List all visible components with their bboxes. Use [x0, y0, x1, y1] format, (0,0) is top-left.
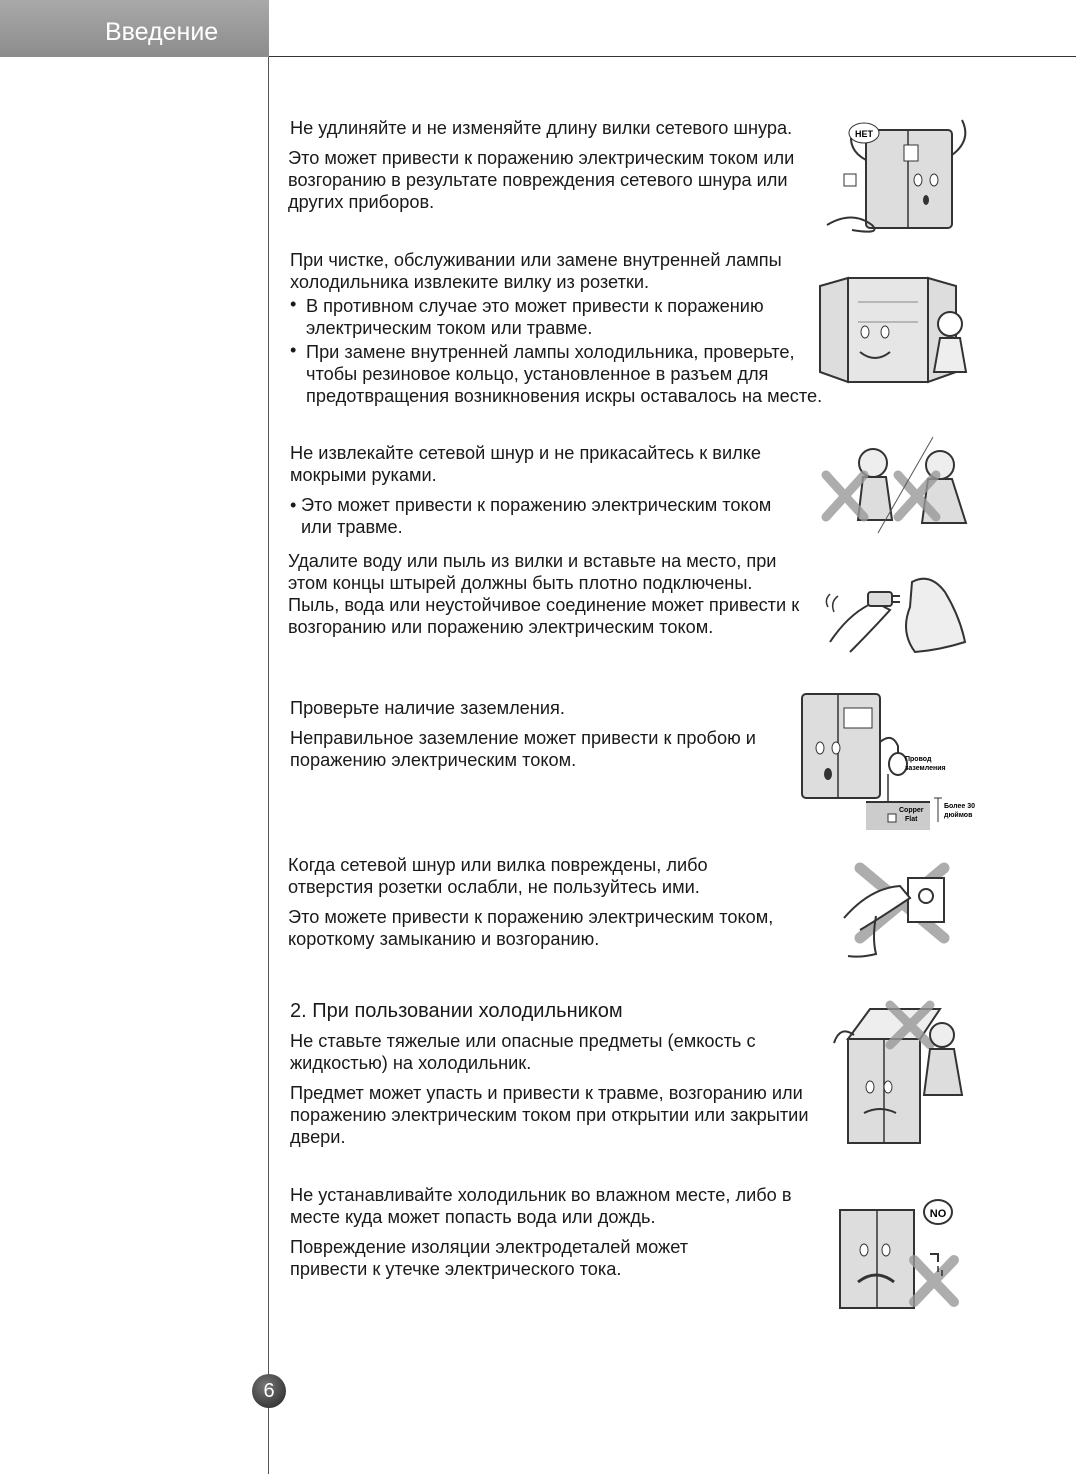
illustration-wet-hands-crossed [818, 435, 978, 535]
no-sign-text: НЕТ [855, 129, 873, 139]
section-title: Введение [105, 18, 219, 46]
warning-heavy-objects [290, 1000, 830, 1148]
warning-title: Не устанавливайте холодильник во влажном месте, либо в месте куда может попасть вода или дождь. [290, 1185, 792, 1227]
ground-wire-label-1: Провод [905, 756, 932, 763]
distance-label-1: Более 30 [944, 803, 976, 810]
bullet-text: При замене внутренней лампы холодильника, проверьте, чтобы резиновое кольцо, установленное в разъем для предотвращения возникновения искры оставалось на месте. [306, 342, 823, 406]
page-number: 6 [252, 1374, 286, 1408]
bullet-dot: • [290, 340, 297, 360]
warning-humid-place [290, 1184, 830, 1280]
warning-text-1: Удалите воду или пыль из вилки и вставьте на место, при этом концы штырей должны быть плотно подключены. [288, 551, 777, 593]
warning-unplug-lamp [290, 249, 860, 407]
copper-label-1: Copper [899, 807, 924, 814]
warning-title: Не удлиняйте и не изменяйте длину вилки сетевого шнура. [290, 118, 793, 138]
warning-title: Проверьте наличие заземления. [290, 698, 565, 718]
warning-clean-plug [288, 550, 828, 638]
bullet-dot: • [290, 294, 297, 314]
warning-extension-cord [290, 117, 830, 213]
warning-text: Это можете привести к поражению электрическим током, короткому замыканию и возгоранию. [288, 907, 774, 949]
bullet-item [290, 295, 776, 339]
bullet-item [290, 341, 826, 407]
warning-wet-hands [290, 442, 810, 538]
illustration-fridge-heavy-objects [830, 995, 980, 1147]
section-heading: 2. При пользовании холодильником [290, 1000, 623, 1022]
warning-text: Повреждение изоляции электродеталей может привести к утечке электрического тока. [290, 1237, 689, 1279]
warning-text: Это может привести к поражению электрическим током или возгоранию в результате повреждения сетевого шнура или других приборов. [288, 148, 795, 212]
no-sign-text: NO [929, 1208, 947, 1220]
illustration-fridge-water [834, 1190, 974, 1310]
illustration-fridge-no-sign [822, 100, 982, 240]
warning-title: Когда сетевой шнур или вилка повреждены, либо отверстия розетки ослабли, не пользуйтесь ими. [288, 855, 708, 897]
warning-text-2: Пыль, вода или неустойчивое соединение может привести к возгоранию или поражению электрическим током. [288, 595, 800, 637]
bullet-dot: • [290, 495, 297, 515]
bullet-item [290, 494, 791, 538]
ground-wire-label-2: заземления [905, 765, 946, 772]
warning-grounding [290, 697, 810, 771]
illustration-grounding [800, 690, 990, 832]
warning-text: Предмет может упасть и привести к травме, возгоранию или поражению электрическим током при открытии или закрытии двери. [290, 1083, 809, 1147]
warning-title: Не извлекайте сетевой шнур и не прикасайтесь к вилке мокрыми руками. [290, 443, 761, 485]
illustration-wipe-plug [820, 572, 976, 662]
bullet-text: В противном случае это может привести к поражению электрическим током или травме. [306, 296, 764, 338]
page-divider [268, 0, 269, 1474]
section-tab [0, 0, 269, 57]
bullet-text: Это может привести к поражению электрическим током или травме. [301, 495, 772, 537]
illustration-open-fridge [818, 272, 978, 384]
warning-damaged-cord [288, 854, 808, 950]
header-rule [269, 56, 1076, 57]
illustration-damaged-socket [840, 858, 980, 964]
warning-title: Не ставьте тяжелые или опасные предметы (емкость с жидкостью) на холодильник. [290, 1031, 756, 1073]
distance-label-2: дюймов [944, 812, 973, 819]
warning-text: Неправильное заземление может привести к пробою и поражению электрическим током. [290, 728, 756, 770]
warning-title: При чистке, обслуживании или замене внутренней лампы холодильника извлеките вилку из розетки. [290, 250, 782, 292]
copper-label-2: Flat [905, 816, 918, 823]
